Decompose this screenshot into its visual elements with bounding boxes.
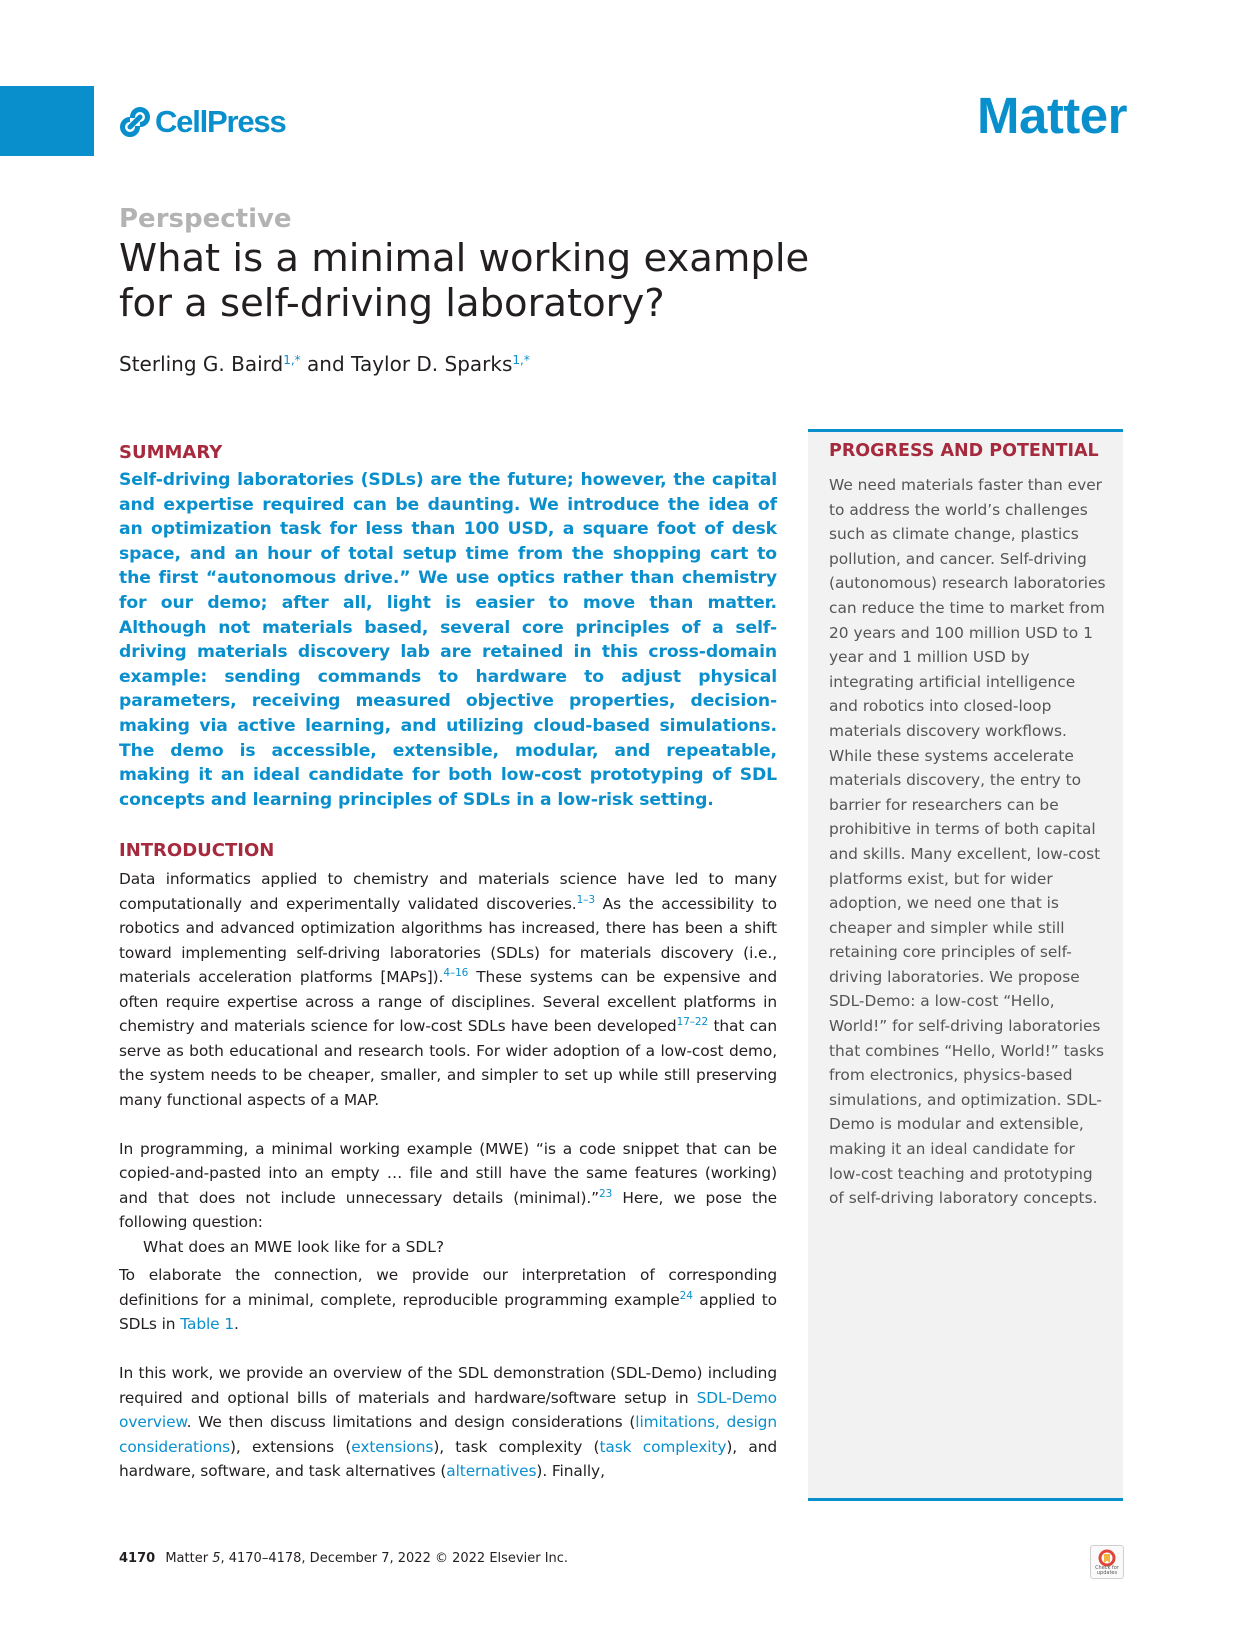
check-for-updates-label: Check for updates: [1095, 1565, 1119, 1576]
sidebar-text: We need materials faster than ever to address the world’s challenges such as climate change, plastics pollution, and cancer. Self-driving (autonomous) research laboratories can reduce the time to market from 20 years and 100 million USD to 1 year and 1 million USD by integrating artificial intelligence and robotics into closed-loop materials discovery workflows. While these systems accelerate materials discovery, the entry to barrier for researchers can be prohibitive in terms of both capital and skills. Many excellent, low-cost platforms exist, but for wider adoption, we need one that is cheaper and simpler while still retaining core principles of self-driving laboratories. We propose SDL-Demo: a low-cost “Hello, World!” for self-driving laboratories that combines “Hello, World!” tasks from electronics, physics-based simulations, and optimization. SDL-Demo is modular and extensible, making it an ideal candidate for low-cost teaching and prototyping of self-driving laboratory concepts.: [829, 476, 1106, 1208]
publisher-name: CellPress: [155, 104, 286, 139]
text-run: ), extensions (: [230, 1437, 352, 1456]
text-run: Data informatics applied to chemistry and materials science have led to many computationally and experimentally validated discoveries.: [119, 870, 777, 913]
main-column: [119, 441, 777, 1484]
text-run: ), and hardware, software, and task alternatives (: [119, 1437, 778, 1481]
text-run: applied to SDLs in: [119, 1290, 777, 1334]
footer-citation: , 4170–4178, December 7, 2022 © 2022 Elsevier Inc.: [220, 1551, 569, 1566]
author-connector: and: [307, 352, 345, 376]
section-link-task-complexity[interactable]: task complexity: [599, 1437, 727, 1456]
intro-paragraph: [119, 1137, 777, 1235]
cellpress-logo[interactable]: [119, 104, 286, 140]
text-run: In this work, we provide an overview of the SDL demonstration (SDL-Demo) including required and optional bills of materials and hardware/software setup in: [119, 1364, 777, 1407]
author-name[interactable]: Taylor D. Sparks: [351, 352, 513, 376]
page-number: 4170: [119, 1551, 156, 1566]
text-run: These systems can be expensive and often require expertise across a range of disciplines. Several excellent platforms in chemistry and materials science for low-cost SDLs have been developed: [119, 968, 777, 1036]
text-run: As the accessibility to robotics and advanced optimization algorithms has increased, there has been a shift toward implementing self-driving laboratories (SDLs) for materials discovery (i.e., materials acceleration platforms [MAPs]).: [119, 894, 777, 987]
intro-paragraph: [119, 1361, 777, 1484]
citation-link[interactable]: 17–22: [676, 1016, 709, 1029]
cellpress-logo-icon: [119, 106, 151, 138]
page-footer: [119, 1551, 568, 1566]
article-type: Perspective: [119, 204, 292, 234]
progress-and-potential-box: [808, 429, 1123, 1501]
author-affiliation[interactable]: 1,*: [512, 353, 530, 367]
footer-volume: 5: [212, 1551, 221, 1566]
summary-text: Self-driving laboratories (SDLs) are the future; however, the capital and expertise required can be daunting. We introduce the idea of an optimization task for less than 100 USD, a square foot of desk space, and an hour of total setup time from the shopping cart to the first “autonomous drive.” We use optics rather than chemistry for our demo; after all, light is easier to move than matter. Although not materials based, several core principles of a self-driving materials discovery lab are retained in this cross-domain example: sending commands to hardware to adjust physical parameters, receiving measured objective properties, decision-making via active learning, and utilizing cloud-based simulations. The demo is accessible, extensible, modular, and repeatable, making it an ideal candidate for both low-cost prototyping of SDL concepts and learning principles of SDLs in a low-risk setting.: [119, 470, 777, 810]
table-1-link[interactable]: Table 1: [180, 1315, 235, 1334]
text-run: ), task complexity (: [433, 1437, 600, 1456]
citation-link[interactable]: 23: [599, 1187, 613, 1200]
author-list: [119, 352, 530, 376]
text-run: .: [234, 1315, 239, 1334]
intro-paragraph: [119, 867, 777, 1112]
introduction-heading: INTRODUCTION: [119, 840, 275, 862]
author-name[interactable]: Sterling G. Baird: [119, 352, 284, 376]
author-affiliation[interactable]: 1,*: [283, 353, 301, 367]
footer-journal: Matter: [165, 1551, 209, 1566]
text-run: Here, we pose the following question:: [119, 1188, 777, 1232]
research-question: What does an MWE look like for a SDL?: [143, 1237, 445, 1256]
journal-name[interactable]: Matter: [976, 87, 1127, 144]
article-title: [119, 236, 819, 326]
section-link-limitations[interactable]: limitations, design considerations: [119, 1413, 777, 1456]
check-for-updates-badge[interactable]: [1090, 1545, 1124, 1579]
brand-color-block: [0, 86, 94, 156]
text-run: To elaborate the connection, we provide our interpretation of corresponding definitions for a minimal, complete, reproducible programming example: [119, 1266, 777, 1309]
title-line-1: What is a minimal working example: [119, 236, 810, 281]
summary-heading: SUMMARY: [119, 442, 223, 463]
text-run: ). Finally,: [536, 1462, 605, 1481]
section-link-extensions[interactable]: extensions: [351, 1437, 434, 1456]
citation-link[interactable]: 24: [679, 1289, 693, 1302]
text-run: In programming, a minimal working example (MWE) “is a code snippet that can be copied-and-pasted into an empty … file and still have the same features (working) and that does not include unnecessary details (minimal).”: [119, 1139, 777, 1207]
citation-link[interactable]: 4–16: [443, 967, 469, 980]
section-link-overview[interactable]: SDL-Demo overview: [119, 1388, 777, 1432]
text-run: that can serve as both educational and research tools. For wider adoption of a low-cost demo, the system needs to be cheaper, smaller, and simpler to set up while still preserving many functional aspects of a MAP.: [119, 1017, 777, 1109]
title-line-2: for a self-driving laboratory?: [119, 281, 665, 326]
citation-link[interactable]: 1–3: [576, 893, 595, 906]
section-link-alternatives[interactable]: alternatives: [446, 1462, 537, 1481]
intro-paragraph: [119, 1263, 777, 1337]
sidebar-heading: PROGRESS AND POTENTIAL: [829, 441, 1099, 461]
text-run: . We then discuss limitations and design considerations (: [186, 1413, 636, 1432]
